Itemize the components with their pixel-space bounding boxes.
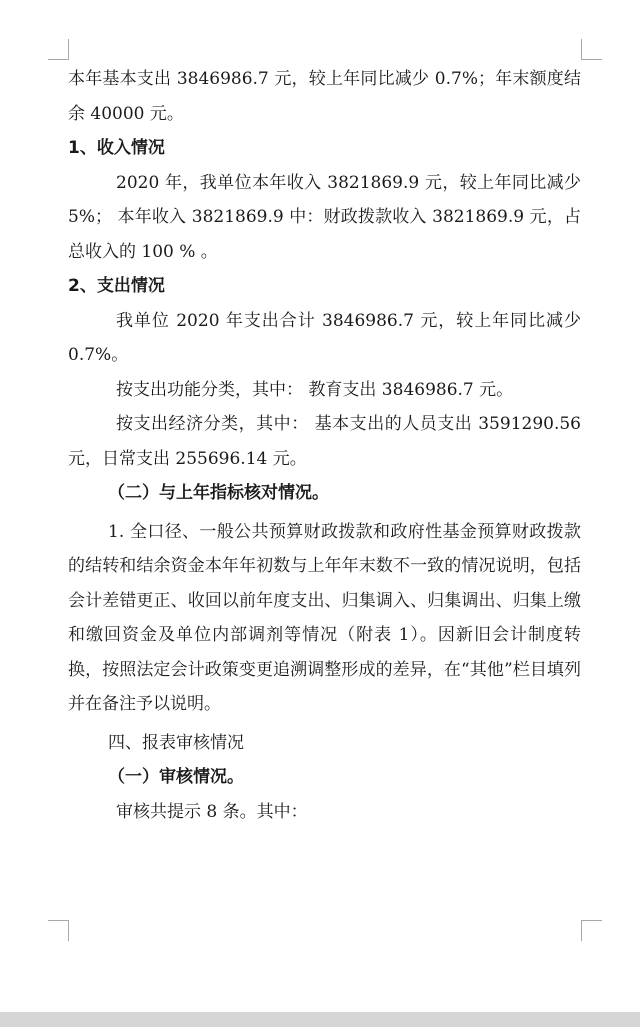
paragraph-economic-classification: 按支出经济分类，其中： 基本支出的人员支出 3591290.56 元，日常支出 255696.14 元。 <box>68 414 581 469</box>
heading-indicator-check: （二）与上年指标核对情况。 <box>108 483 329 503</box>
paragraph-basic-expenditure: 本年基本支出 3846986.7 元，较上年同比减少 0.7%；年末额度结余 40000 元。 <box>68 69 581 124</box>
heading-review-status: （一）审核情况。 <box>108 767 244 787</box>
crop-mark-top-left <box>48 39 69 60</box>
crop-mark-bottom-left <box>48 920 69 941</box>
paragraph-income: 2020 年，我单位本年收入 3821869.9 元，较上年同比减少 5%； 本年收入 3821869.9 中：财政拨款收入 3821869.9 元，占总收入的 100 % 。 <box>68 172 581 262</box>
heading-income: 1、收入情况 <box>68 138 165 158</box>
paragraph-review-prompts: 审核共提示 8 条。其中： <box>116 801 308 822</box>
paragraph-functional-classification: 按支出功能分类，其中： 教育支出 3846986.7 元。 <box>116 379 514 400</box>
window-bottom-bar <box>0 1012 640 1027</box>
heading-report-review: 四、报表审核情况 <box>108 732 244 753</box>
heading-expenditure: 2、支出情况 <box>68 276 165 296</box>
document-body <box>68 62 581 829</box>
paragraph-carryover-explanation: 1. 全口径、一般公共预算财政拨款和政府性基金预算财政拨款的结转和结余资金本年年初数与上年年末数不一致的情况说明，包括会计差错更正、收回以前年度支出、归集调入、归集调出、归集上缴和缴回资金及单位内部调剂等情况（附表 1）。因新旧会计制度转换，按照法定会计政策变更追溯调整形成的差异，在“其他”栏目填列并在备注予以说明。 <box>68 521 581 714</box>
crop-mark-bottom-right <box>581 920 602 941</box>
paragraph-expenditure-total: 我单位 2020 年支出合计 3846986.7 元，较上年同比减少 0.7%。 <box>68 310 581 365</box>
crop-mark-top-right <box>581 39 602 60</box>
